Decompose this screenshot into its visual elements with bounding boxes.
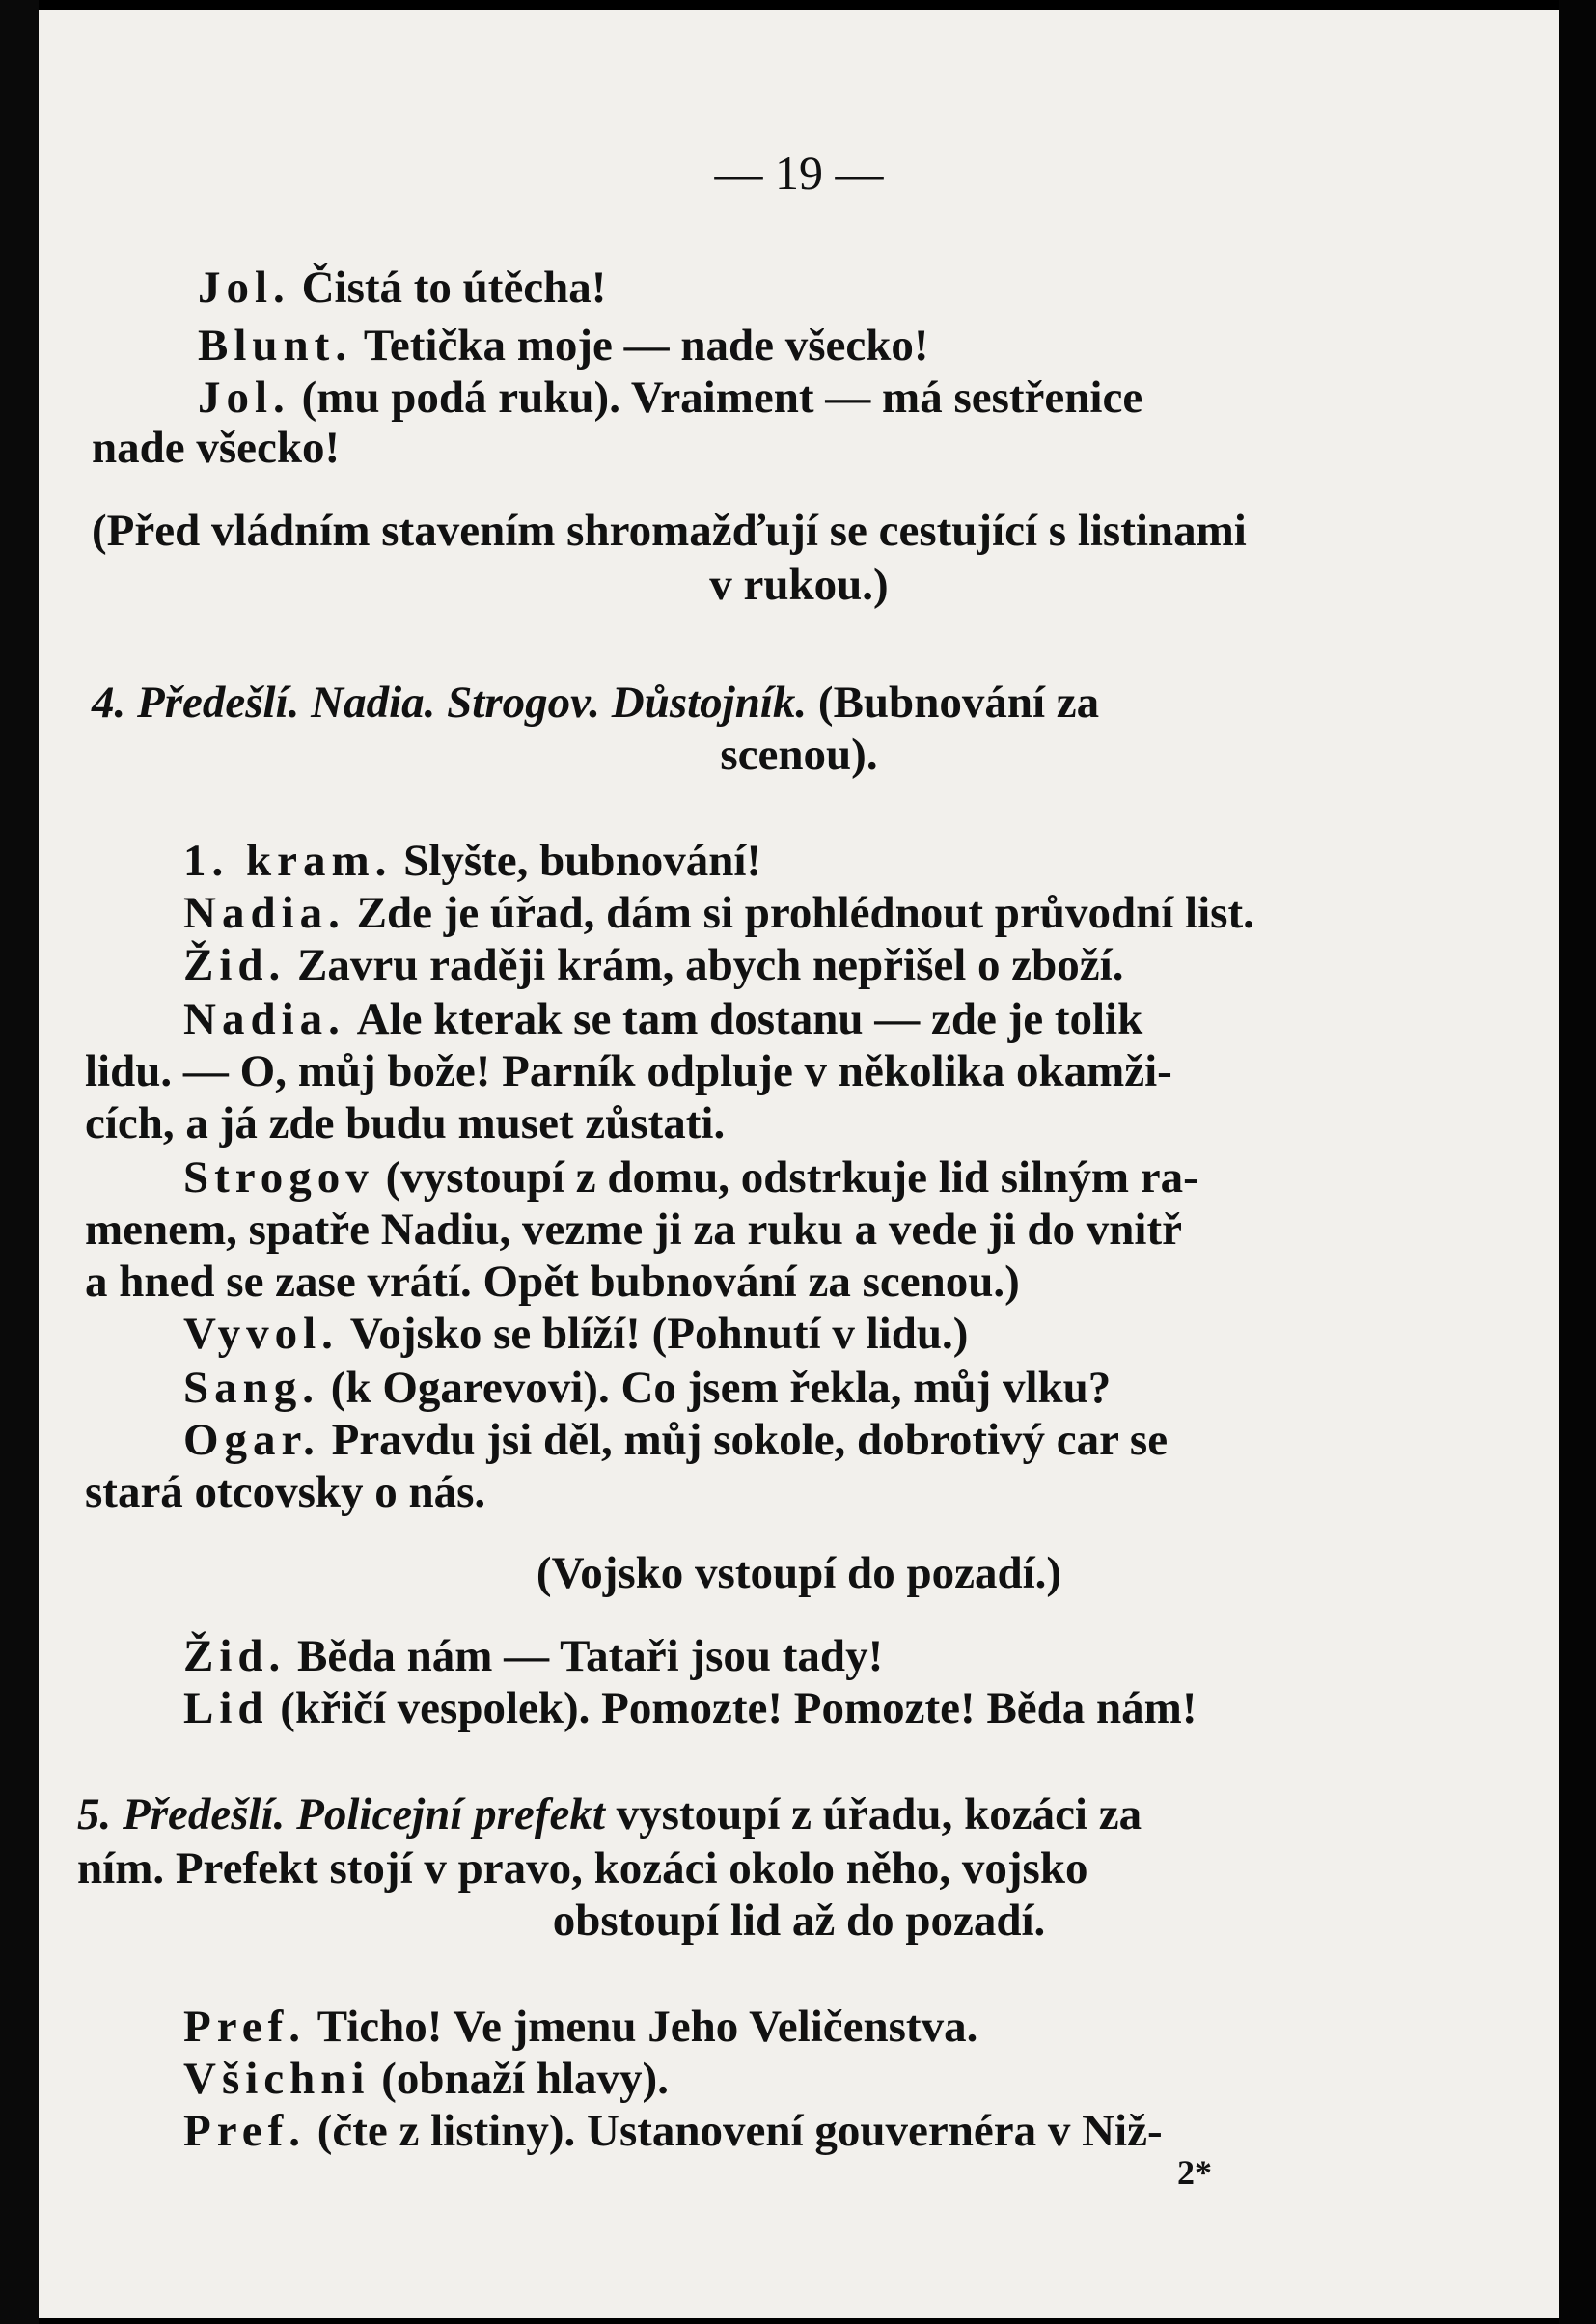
scan-left-border (0, 0, 39, 2324)
scene-number: 4. (92, 678, 126, 728)
dialogue-line (198, 369, 1142, 427)
speaker: 1. kram. (183, 836, 393, 886)
scene-heading (77, 1785, 1142, 1843)
speech: a hned se zase vrátí. Opět bubnování za scenou.) (85, 1257, 1020, 1307)
scene-direction: vystoupí z úřadu, kozáci za (616, 1789, 1142, 1840)
printer-signature-mark: 2* (1177, 2153, 1212, 2192)
dialogue-line (183, 1627, 883, 1685)
scene-heading (92, 674, 1099, 732)
dialogue-line (183, 1305, 968, 1363)
page-number: — 19 — (714, 146, 884, 200)
speaker: Jol. (198, 373, 290, 423)
stage-direction: (Vojsko vstoupí do pozadí.) (536, 1548, 1062, 1598)
dialogue-line (183, 1359, 1111, 1417)
speech: Běda nám — Tataři jsou tady! (297, 1631, 884, 1681)
speech: Slyšte, bubnování! (403, 836, 762, 886)
speaker: Žid. (183, 1631, 287, 1681)
speech: Zde je úřad, dám si prohlédnout průvodní list. (356, 888, 1254, 938)
speaker: Vyvol. (183, 1309, 339, 1359)
speaker: Jol. (198, 263, 290, 313)
speech: Zavru raději krám, abych nepřišel o zboží. (297, 940, 1124, 990)
dialogue-line (183, 1998, 977, 2056)
speech: lidu. — O, můj bože! Parník odpluje v několika okamži- (85, 1046, 1172, 1096)
speech: Pravdu jsi děl, můj sokole, dobrotivý car se (331, 1415, 1169, 1465)
speech: Tetička moje — nade všecko! (363, 320, 929, 371)
book-page (39, 10, 1559, 2318)
speech: (vystoupí z domu, odstrkuje lid silným ra- (385, 1152, 1198, 1203)
dialogue-continuation (85, 1201, 1182, 1259)
speaker: Strogov (183, 1152, 374, 1203)
speech: (k Ogarevovi). Co jsem řekla, můj vlku? (330, 1363, 1112, 1413)
speaker: Pref. (183, 2106, 306, 2156)
dialogue-line (183, 936, 1123, 994)
speech: nade všecko! (92, 423, 341, 473)
scene-direction: (Bubnování za (817, 678, 1100, 728)
dialogue-line (198, 317, 929, 374)
dialogue-line (183, 2050, 669, 2108)
speech: Ticho! Ve jmenu Jeho Veličenstva. (316, 2002, 978, 2052)
dialogue-line (183, 1411, 1168, 1469)
speaker: Všichni (183, 2054, 371, 2104)
dialogue-continuation (85, 1253, 1020, 1311)
speech: (křičí vespolek). Pomozte! Pomozte! Běda nám! (280, 1683, 1197, 1733)
speaker: Sang. (183, 1363, 320, 1413)
speaker: Nadia. (183, 888, 345, 938)
speaker: Ogar. (183, 1415, 320, 1465)
stage-direction: (Před vládním stavením shromažďují se cestující s listinami (92, 506, 1247, 556)
scene-number: 5. (77, 1789, 112, 1840)
speaker: Blunt. (198, 320, 353, 371)
dialogue-line (183, 1679, 1197, 1737)
dialogue-continuation (85, 1463, 485, 1521)
speech: Vojsko se blíží! (Pohnutí v lidu.) (349, 1309, 969, 1359)
scan-right-border (1559, 0, 1596, 2324)
dialogue-line (183, 1148, 1198, 1206)
scene-characters: Předešlí. Nadia. Strogov. Důstojník. (137, 678, 808, 728)
speaker: Nadia. (183, 994, 345, 1044)
speech: Čistá to útěcha! (301, 263, 607, 313)
dialogue-line (183, 832, 761, 890)
stage-direction-cont: v rukou.) (709, 560, 889, 610)
speech: (čte z listiny). Ustanovení gouvernéra v Niž- (316, 2106, 1163, 2156)
speaker: Žid. (183, 940, 287, 990)
scene-heading-cont: obstoupí lid až do pozadí. (552, 1895, 1046, 1946)
dialogue-line (183, 884, 1254, 942)
speech: stará otcovsky o nás. (85, 1467, 486, 1517)
scene-heading-cont: scenou). (720, 730, 878, 780)
speaker: Lid (183, 1683, 269, 1733)
dialogue-line (183, 990, 1142, 1048)
speaker: Pref. (183, 2002, 306, 2052)
speech: Ale kterak se tam dostanu — zde je tolik (356, 994, 1143, 1044)
dialogue-line (183, 2102, 1163, 2160)
speech: menem, spatře Nadiu, vezme ji za ruku a vede ji do vnitř (85, 1204, 1182, 1255)
dialogue-continuation (85, 1094, 725, 1152)
scene-heading-cont: ním. Prefekt stojí v pravo, kozáci okolo něho, vojsko (77, 1843, 1088, 1894)
scene-characters: Předešlí. Policejní prefekt (123, 1789, 605, 1840)
speech: (obnaží hlavy). (381, 2054, 669, 2104)
dialogue-continuation (85, 1042, 1172, 1100)
dialogue-line (198, 259, 606, 317)
speech: (mu podá ruku). Vraiment — má sestřenice (301, 373, 1143, 423)
speech: cích, a já zde budu muset zůstati. (85, 1098, 726, 1148)
dialogue-continuation (92, 419, 340, 477)
